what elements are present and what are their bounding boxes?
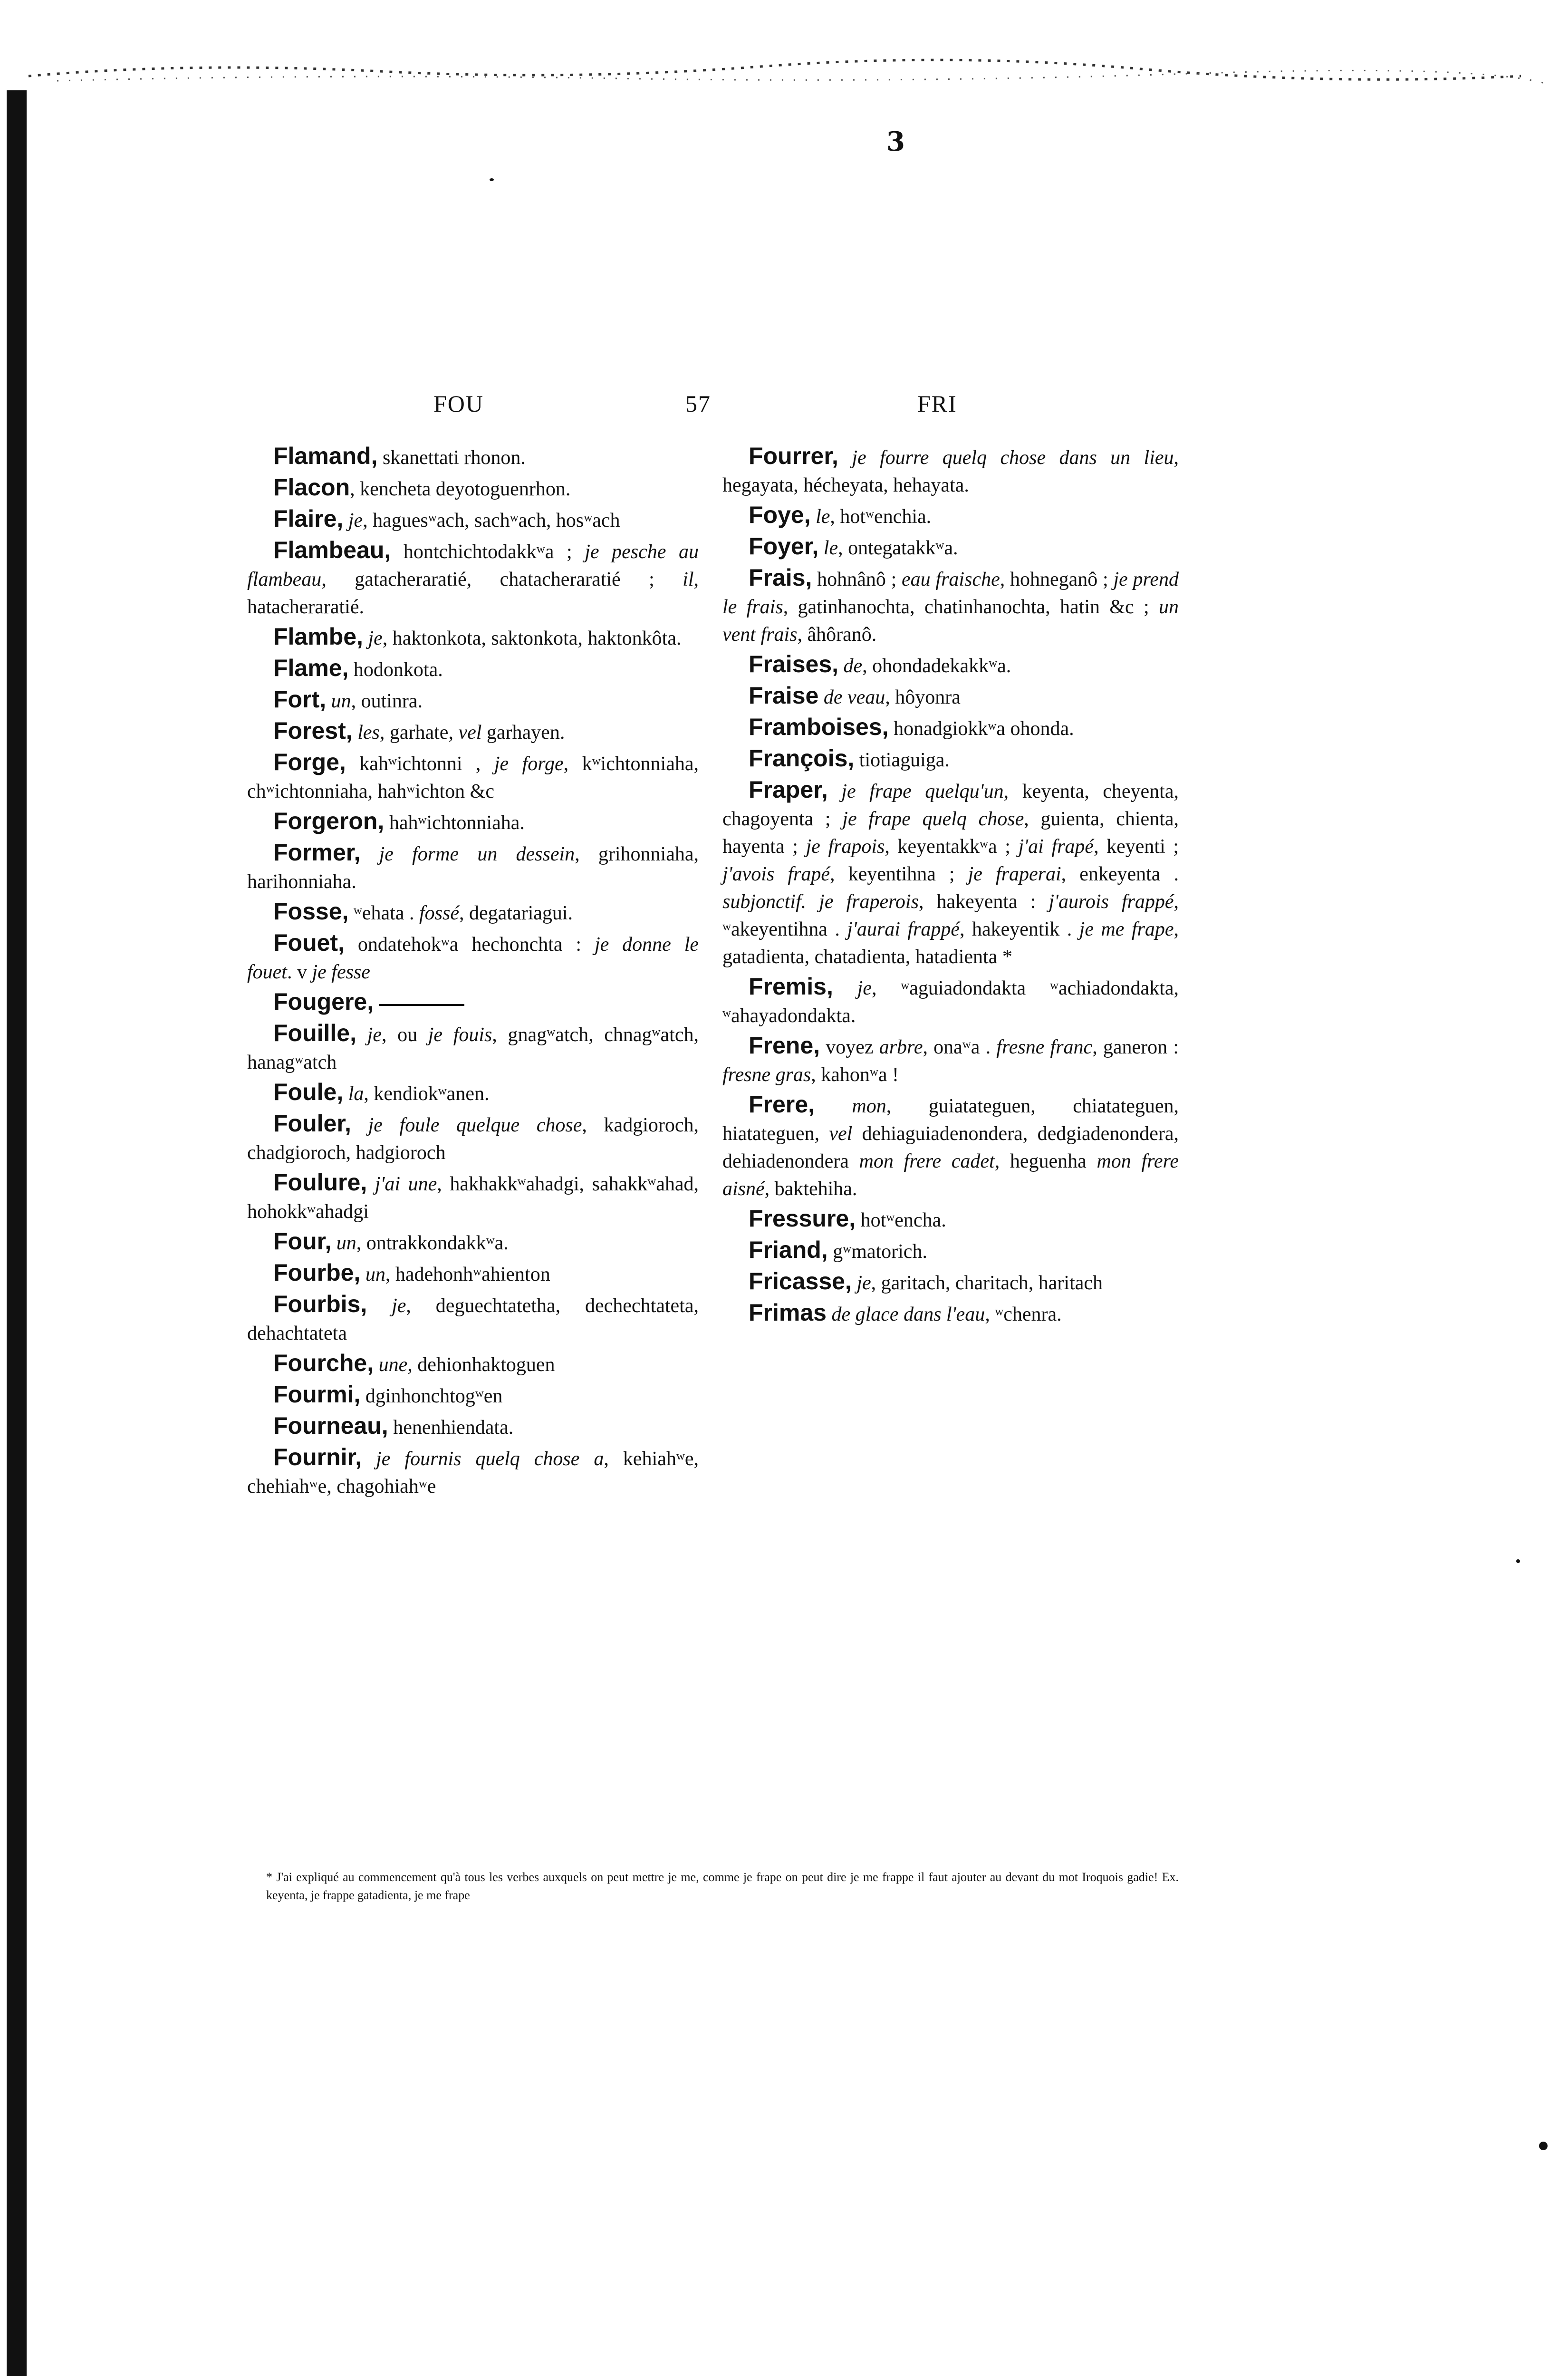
- entry-translation: gʷmatorich.: [827, 1241, 927, 1263]
- entry-headword: Fouet,: [273, 929, 345, 956]
- entry-translation: henenhiendata.: [388, 1417, 514, 1439]
- dictionary-entry: [247, 929, 699, 986]
- dictionary-entry: [722, 1205, 1179, 1234]
- entry-headword: Fort,: [273, 686, 327, 713]
- entry-gloss-italic: j'ai une: [367, 1173, 437, 1195]
- entry-headword: Fourbis,: [273, 1291, 367, 1317]
- entry-gloss-italic: la: [343, 1083, 364, 1105]
- dictionary-entry: [722, 442, 1179, 499]
- entry-gloss-italic: je frape quelqu'un: [827, 781, 1004, 802]
- entry-headword: Foyer,: [749, 533, 819, 560]
- entry-translation: , gatadienta, chatadienta, hatadienta *: [722, 918, 1179, 968]
- entry-headword: Flambe,: [273, 623, 363, 650]
- entry-headword: Forgeron,: [273, 808, 385, 834]
- entry-headword: Fourche,: [273, 1350, 374, 1376]
- entry-gloss-italic: je pesche au flambeau: [247, 541, 699, 590]
- entry-headword: Fricasse,: [749, 1268, 852, 1294]
- dictionary-entry: [722, 564, 1179, 648]
- entry-gloss-italic: mon frere aisné: [722, 1150, 1179, 1200]
- entry-translation: , dehionhaktoguen: [407, 1354, 555, 1376]
- entry-gloss-italic: je fouis: [428, 1024, 492, 1046]
- entry-gloss-italic: je fraperai: [968, 863, 1061, 885]
- entry-translation: , hegayata, hécheyata, hehayata.: [722, 447, 1179, 496]
- dictionary-entry: [247, 1110, 699, 1167]
- entry-headword: Flacon: [273, 474, 350, 501]
- entry-headword: Fouille,: [273, 1020, 356, 1046]
- entry-headword: Forge,: [273, 749, 346, 775]
- dictionary-entry: [247, 1412, 699, 1441]
- entry-translation: , heguenha: [994, 1150, 1097, 1172]
- dictionary-entry: [247, 473, 699, 503]
- entry-headword: Foulure,: [273, 1169, 367, 1196]
- entry-translation: , ʷakeyentihna .: [722, 891, 1179, 940]
- running-head-right: FRI: [917, 390, 957, 417]
- entry-gloss-italic: je me frape: [1079, 918, 1174, 940]
- entry-translation: hohnânô ;: [812, 569, 902, 590]
- entry-translation: , guiatateguen, chiatateguen, hiatateguen,: [722, 1095, 1179, 1145]
- entry-headword: Flaire,: [273, 505, 344, 532]
- entry-headword: Fournir,: [273, 1444, 362, 1470]
- dictionary-entry: [722, 1267, 1179, 1297]
- blank-rule: [379, 1004, 464, 1006]
- left-column: [247, 442, 699, 1502]
- entry-translation: garhayen.: [481, 722, 565, 744]
- entry-translation: , kencheta deyotoguenrhon.: [350, 478, 571, 500]
- entry-translation: , guienta, chienta, hayenta ;: [722, 808, 1179, 858]
- entry-translation: , grihonniaha, harihonniaha.: [247, 843, 699, 893]
- dictionary-entry: [247, 1019, 699, 1076]
- entry-translation: , hadehonhʷahienton: [385, 1264, 550, 1285]
- entry-translation: , haktonkota, saktonkota, haktonkôta.: [382, 628, 682, 649]
- entry-translation: , hotʷenchia.: [830, 506, 932, 528]
- dictionary-entry: [722, 713, 1179, 743]
- entry-gloss-italic: eau fraische: [902, 569, 1000, 590]
- dictionary-entry: [247, 1169, 699, 1226]
- entry-translation: , kadgioroch, chadgioroch, hadgioroch: [247, 1114, 699, 1164]
- entry-gloss-italic: j'aurai frappé: [847, 918, 960, 940]
- entry-headword: Fourrer,: [749, 443, 838, 469]
- entry-gloss-italic: un: [326, 690, 351, 712]
- entry-translation: ondatehokʷa hechonchta :: [344, 934, 595, 956]
- entry-translation: , kahonʷa !: [811, 1064, 899, 1086]
- dictionary-entry: [247, 1381, 699, 1410]
- dictionary-entry: [722, 532, 1179, 562]
- scan-noise-strip: [0, 57, 1568, 86]
- entry-translation: , hakhakkʷahadgi, sahakkʷahad, hohokkʷahadgi: [247, 1173, 699, 1223]
- dictionary-entry: [722, 650, 1179, 680]
- entry-translation: , garhate,: [379, 722, 459, 744]
- entry-translation: , keyenti ;: [1094, 836, 1179, 858]
- entry-translation: hodonkota.: [348, 659, 443, 681]
- entry-translation: voyez: [820, 1036, 879, 1058]
- entry-translation: , deguechtatetha, dechechtateta, dehachtateta: [247, 1295, 699, 1344]
- entry-headword: Framboises,: [749, 714, 889, 740]
- entry-gloss-italic: le: [810, 506, 830, 528]
- dictionary-entry: [247, 807, 699, 837]
- entry-headword: Fougere,: [273, 988, 374, 1015]
- scan-speck: [490, 178, 494, 181]
- entry-gloss-italic: un: [360, 1264, 385, 1285]
- running-head-left: FOU: [433, 390, 484, 417]
- entry-translation: , hakeyentik .: [960, 918, 1079, 940]
- dictionary-entry: [247, 748, 699, 805]
- dictionary-entry: [722, 1091, 1179, 1203]
- dictionary-entry: [247, 1349, 699, 1379]
- entry-headword: Four,: [273, 1228, 332, 1255]
- entry-translation: , garitach, charitach, haritach: [871, 1272, 1103, 1294]
- entry-translation: , ontegatakkʷa.: [838, 537, 958, 559]
- entry-translation: hahʷichtonniaha.: [384, 812, 525, 834]
- entry-gloss-italic: je fourre quelq chose dans un lieu: [838, 447, 1174, 469]
- entry-gloss-italic: je: [367, 1295, 406, 1317]
- entry-translation: , keyenta, cheyenta, chagoyenta ;: [722, 781, 1179, 830]
- dictionary-entry: [247, 839, 699, 896]
- dictionary-entry: [722, 501, 1179, 531]
- entry-translation: , ʷaguiadondakta ʷachiadondakta, ʷahayadondakta.: [722, 977, 1179, 1027]
- entry-gloss-italic: de: [838, 655, 863, 677]
- dictionary-entry: [722, 776, 1179, 971]
- entry-headword: Flame,: [273, 655, 349, 681]
- entry-gloss-italic: il: [683, 569, 694, 590]
- entry-translation: skanettati rhonon.: [377, 447, 526, 469]
- entry-translation: , gatinhanochta, chatinhanochta, hatin &c ;: [783, 596, 1159, 618]
- dictionary-entry: [247, 442, 699, 472]
- entry-gloss-italic: mon: [814, 1095, 886, 1117]
- entry-gloss-italic: je donne le fouet: [247, 934, 699, 983]
- entry-headword: Fourneau,: [273, 1412, 388, 1439]
- entry-headword: Foule,: [273, 1079, 344, 1105]
- dictionary-entry: [722, 682, 1179, 711]
- entry-headword: Flambeau,: [273, 537, 391, 563]
- entry-translation: , enkeyenta .: [1061, 863, 1179, 885]
- entry-gloss-italic: arbre: [879, 1036, 923, 1058]
- entry-translation: , keyentakkʷa ;: [885, 836, 1019, 858]
- entry-gloss-italic: je frapois: [806, 836, 885, 858]
- entry-gloss-italic: je: [343, 510, 363, 531]
- dictionary-entry: [722, 1236, 1179, 1265]
- entry-translation: , kendiokʷanen.: [364, 1083, 490, 1105]
- entry-translation: , ʷchenra.: [985, 1304, 1062, 1325]
- entry-translation: , haguesʷach, sachʷach, hosʷach: [363, 510, 620, 531]
- entry-translation: , hôyonra: [885, 686, 961, 708]
- entry-gloss-italic: fresne franc: [996, 1036, 1093, 1058]
- entry-gloss-italic: je prend le frais: [722, 569, 1179, 618]
- dictionary-entry: [247, 654, 699, 684]
- entry-gloss-italic: mon frere cadet: [859, 1150, 995, 1172]
- entry-headword: Frere,: [749, 1091, 815, 1118]
- entry-headword: Friand,: [749, 1236, 828, 1263]
- entry-gloss-italic: je forge: [494, 753, 564, 775]
- entry-translation: hotʷencha.: [856, 1209, 946, 1231]
- dictionary-entry: [247, 686, 699, 715]
- entry-headword: Frimas: [749, 1299, 827, 1326]
- dictionary-entry: [247, 1290, 699, 1347]
- entry-gloss-italic: je fesse: [312, 961, 370, 983]
- entry-translation: ʷehata .: [348, 902, 419, 924]
- entry-headword: Foye,: [749, 502, 811, 528]
- page-mark: 3: [886, 126, 905, 157]
- entry-translation: . v: [287, 961, 312, 983]
- entry-translation: , ou: [381, 1024, 428, 1046]
- entry-translation: , onaʷa .: [923, 1036, 997, 1058]
- entry-translation: , gnagʷatch, chnagʷatch, hanagʷatch: [247, 1024, 699, 1073]
- entry-gloss-italic: je foule quelque chose: [351, 1114, 582, 1136]
- entry-headword: Flamand,: [273, 443, 378, 469]
- entry-gloss-italic: j'avois frapé: [722, 863, 830, 885]
- entry-translation: , ganeron :: [1092, 1036, 1179, 1058]
- entry-translation: , kʷichtonniaha, chʷichtonniaha, hahʷichton &c: [247, 753, 699, 802]
- dictionary-entry: [722, 1032, 1179, 1089]
- dictionary-entry: [247, 898, 699, 927]
- entry-gloss-italic: je: [363, 628, 383, 649]
- entry-headword: Former,: [273, 839, 361, 866]
- dictionary-entry: [247, 623, 699, 652]
- dictionary-entry: [247, 1227, 699, 1257]
- entry-gloss-italic: je: [851, 1272, 871, 1294]
- entry-translation: dehiaguiadenondera, dedgiadenondera, dehiadenondera: [722, 1123, 1179, 1172]
- entry-translation: , âhôranô.: [797, 624, 877, 646]
- entry-headword: Fouler,: [273, 1110, 351, 1137]
- entry-headword: Fraises,: [749, 651, 839, 677]
- entry-translation: , hohneganô ;: [1000, 569, 1114, 590]
- entry-translation: , outinra.: [351, 690, 423, 712]
- dictionary-entry: [722, 744, 1179, 774]
- dictionary-entry: [247, 505, 699, 534]
- entry-translation: , ontrakkondakkʷa.: [356, 1232, 509, 1254]
- entry-translation: , baktehiha.: [764, 1178, 857, 1200]
- entry-headword: François,: [749, 745, 855, 772]
- entry-translation: , hakeyenta :: [918, 891, 1049, 913]
- dictionary-entry: [247, 1259, 699, 1288]
- scan-edge-bar: [7, 90, 27, 2376]
- entry-translation: , ohondadekakkʷa.: [862, 655, 1011, 677]
- entry-gloss-italic: fossé: [419, 902, 459, 924]
- entry-translation: , hatacheraratié.: [247, 569, 699, 618]
- entry-headword: Fremis,: [749, 973, 833, 1000]
- entry-gloss-italic: je: [833, 977, 872, 999]
- entry-headword: Fressure,: [749, 1205, 856, 1232]
- entry-translation: tiotiaguiga.: [854, 749, 950, 771]
- entry-gloss-italic: je forme un dessein: [360, 843, 575, 865]
- entry-headword: Frais,: [749, 564, 812, 591]
- entry-headword: Fourbe,: [273, 1259, 361, 1286]
- entry-gloss-italic: je frape quelq chose: [842, 808, 1024, 830]
- entry-gloss-italic: je: [356, 1024, 382, 1046]
- entry-headword: Fourmi,: [273, 1381, 361, 1408]
- entry-gloss-italic: j'aurois frappé: [1049, 891, 1174, 913]
- entry-headword: Frene,: [749, 1032, 820, 1059]
- entry-translation: , gatacheraratié, chatacheraratié ;: [321, 569, 683, 590]
- right-column: [722, 442, 1179, 1330]
- dictionary-entry: [722, 1299, 1179, 1328]
- entry-headword: Fraise: [749, 682, 819, 709]
- dictionary-entry: [247, 536, 699, 621]
- entry-gloss-italic: vel: [829, 1123, 853, 1145]
- entry-translation: , degatariagui.: [459, 902, 573, 924]
- scan-speck: [1539, 2142, 1548, 2150]
- entry-gloss-italic: le: [818, 537, 838, 559]
- entry-gloss-italic: fresne gras: [722, 1064, 811, 1086]
- dictionary-entry: [247, 988, 699, 1017]
- scan-speck: [1516, 1559, 1520, 1563]
- entry-translation: dginhonchtogʷen: [360, 1385, 503, 1407]
- entry-gloss-italic: subjonctif. je fraperois: [722, 891, 919, 913]
- entry-gloss-italic: une: [374, 1354, 408, 1376]
- dictionary-entry: [247, 1078, 699, 1108]
- entry-gloss-italic: de veau: [818, 686, 885, 708]
- entry-gloss-italic: vel: [458, 722, 482, 744]
- entry-gloss-italic: un: [331, 1232, 356, 1254]
- entry-headword: Fraper,: [749, 776, 828, 803]
- entry-gloss-italic: un vent frais: [722, 596, 1179, 646]
- entry-translation: , keyentihna ;: [830, 863, 968, 885]
- footnote: * J'ai expliqué au commencement qu'à tous les verbes auxquels on peut mettre je me, comme je frape on peut dire je me frappe il faut ajouter au devant du mot Iroquois gadie! Ex. keyenta, je frappe gatadienta, je me frape: [266, 1870, 1179, 1902]
- entry-headword: Fosse,: [273, 898, 349, 925]
- entry-headword: Forest,: [273, 717, 353, 744]
- entry-gloss-italic: j'ai frapé: [1018, 836, 1094, 858]
- dictionary-entry: [247, 1443, 699, 1500]
- dictionary-entry: [722, 973, 1179, 1030]
- entry-gloss-italic: les: [352, 722, 380, 744]
- entry-translation: kahʷichtonni ,: [346, 753, 494, 775]
- entry-gloss-italic: je fournis quelq chose a: [362, 1448, 604, 1470]
- entry-translation: , kehiahʷe, chehiahʷe, chagohiahʷe: [247, 1448, 699, 1497]
- page-number: 57: [685, 390, 711, 417]
- entry-translation: honadgiokkʷa ohonda.: [888, 718, 1074, 740]
- entry-translation: hontchichtodakkʷa ;: [391, 541, 585, 563]
- dictionary-entry: [247, 717, 699, 746]
- entry-gloss-italic: de glace dans l'eau: [826, 1304, 985, 1325]
